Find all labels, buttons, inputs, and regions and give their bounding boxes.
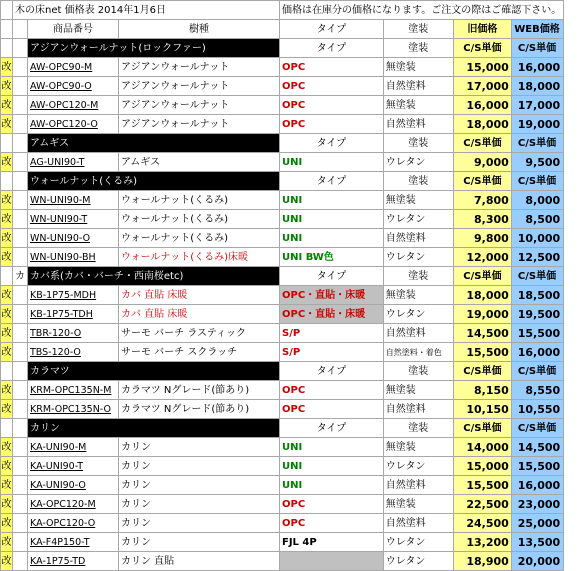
finish-type[interactable]: ウレタン xyxy=(383,305,453,324)
old-price[interactable]: 16,000 xyxy=(453,96,511,115)
web-price[interactable]: 12,500 xyxy=(511,248,563,267)
col-b-cell[interactable] xyxy=(13,438,28,457)
old-price[interactable]: 12,000 xyxy=(453,248,511,267)
finish-label[interactable]: 塗装 xyxy=(383,172,453,191)
species-name[interactable]: カリン 直貼 xyxy=(119,552,280,571)
unit-price-label[interactable]: C/S単価 xyxy=(453,362,511,381)
old-price[interactable]: 18,000 xyxy=(453,115,511,134)
col-header-old-price[interactable]: 旧価格 xyxy=(453,20,511,39)
col-b-cell[interactable] xyxy=(13,419,28,438)
web-price[interactable]: 8,000 xyxy=(511,191,563,210)
species-name[interactable]: ウォールナット(くるみ) xyxy=(119,210,280,229)
col-b-cell[interactable] xyxy=(13,400,28,419)
finish-label[interactable]: 塗装 xyxy=(383,39,453,58)
product-type[interactable]: OPC xyxy=(280,495,384,514)
old-price[interactable]: 18,900 xyxy=(453,552,511,571)
finish-type[interactable]: 無塗装 xyxy=(383,381,453,400)
empty-cell[interactable] xyxy=(13,20,28,39)
product-row xyxy=(1,191,564,210)
product-row xyxy=(1,400,564,419)
product-type[interactable]: OPC xyxy=(280,58,384,77)
col-b-cell[interactable] xyxy=(13,229,28,248)
type-label[interactable]: タイプ xyxy=(280,419,384,438)
product-type[interactable]: UNI xyxy=(280,476,384,495)
web-price[interactable]: 10,550 xyxy=(511,400,563,419)
finish-type[interactable]: ウレタン xyxy=(383,457,453,476)
revision-mark[interactable]: 改 xyxy=(1,400,13,419)
col-b-cell[interactable] xyxy=(13,362,28,381)
web-price[interactable]: 14,500 xyxy=(511,438,563,457)
old-price[interactable]: 14,000 xyxy=(453,438,511,457)
revision-mark[interactable]: 改 xyxy=(1,343,13,362)
product-code-link[interactable]: KA-OPC120-M xyxy=(28,495,119,514)
revision-mark[interactable]: 改 xyxy=(1,58,13,77)
species-name[interactable]: アジアンウォールナット xyxy=(119,58,280,77)
col-b-cell[interactable] xyxy=(13,514,28,533)
old-price[interactable]: 17,000 xyxy=(453,77,511,96)
species-name[interactable]: カリン xyxy=(119,457,280,476)
unit-price-label[interactable]: C/S単価 xyxy=(453,172,511,191)
product-type[interactable]: UNI xyxy=(280,229,384,248)
species-name[interactable]: ウォールナット(くるみ) xyxy=(119,191,280,210)
web-price[interactable]: 18,000 xyxy=(511,77,563,96)
species-name[interactable]: カリン xyxy=(119,514,280,533)
finish-type[interactable]: 無塗装 xyxy=(383,96,453,115)
species-name[interactable]: カラマツ Nグレード(節あり) xyxy=(119,400,280,419)
col-header-name[interactable]: 樹種 xyxy=(119,20,280,39)
species-name[interactable]: カバ 直貼 床暖 xyxy=(119,305,280,324)
product-code-link[interactable]: KA-UNI90-O xyxy=(28,476,119,495)
revision-mark[interactable]: 改 xyxy=(1,495,13,514)
col-b-cell[interactable] xyxy=(13,286,28,305)
web-price[interactable]: 8,550 xyxy=(511,381,563,400)
species-name[interactable]: ウォールナット(くるみ) xyxy=(119,229,280,248)
unit-price-label[interactable]: C/S単価 xyxy=(511,172,563,191)
col-b-cell[interactable] xyxy=(13,39,28,58)
product-code-link[interactable]: KA-UNI90-T xyxy=(28,457,119,476)
revision-mark[interactable]: 改 xyxy=(1,96,13,115)
old-price[interactable]: 18,000 xyxy=(453,286,511,305)
product-row xyxy=(1,457,564,476)
web-price[interactable]: 15,500 xyxy=(511,457,563,476)
product-row xyxy=(1,552,564,571)
finish-type[interactable]: ウレタン xyxy=(383,248,453,267)
revision-mark[interactable]: 改 xyxy=(1,381,13,400)
revision-mark[interactable]: 改 xyxy=(1,191,13,210)
mark-cell[interactable] xyxy=(1,419,13,438)
species-name[interactable]: カリン xyxy=(119,533,280,552)
web-price[interactable]: 19,000 xyxy=(511,115,563,134)
old-price[interactable]: 15,000 xyxy=(453,457,511,476)
species-name[interactable]: サーモ バーチ ラスティック xyxy=(119,324,280,343)
species-name[interactable]: カリン xyxy=(119,438,280,457)
type-label[interactable]: タイプ xyxy=(280,362,384,381)
col-b-cell[interactable] xyxy=(13,210,28,229)
empty-cell[interactable] xyxy=(1,20,13,39)
product-code-link[interactable]: AG-UNI90-T xyxy=(28,153,119,172)
mark-cell[interactable] xyxy=(1,267,13,286)
web-price[interactable]: 18,500 xyxy=(511,286,563,305)
section-header-row xyxy=(1,134,564,153)
product-row xyxy=(1,514,564,533)
web-price[interactable]: 25,000 xyxy=(511,514,563,533)
web-price[interactable]: 23,000 xyxy=(511,495,563,514)
finish-type[interactable]: 無塗装 xyxy=(383,191,453,210)
product-code-link[interactable]: KB-1P75-MDH xyxy=(28,286,119,305)
finish-type[interactable]: 自然塗料 xyxy=(383,115,453,134)
product-code-link[interactable]: TBR-120-O xyxy=(28,324,119,343)
finish-label[interactable]: 塗装 xyxy=(383,134,453,153)
old-price[interactable]: 19,000 xyxy=(453,305,511,324)
product-row xyxy=(1,305,564,324)
product-type[interactable]: OPC xyxy=(280,400,384,419)
unit-price-label[interactable]: C/S単価 xyxy=(453,267,511,286)
old-price[interactable]: 9,800 xyxy=(453,229,511,248)
product-type[interactable]: OPC・直貼・床暖 xyxy=(280,286,384,305)
finish-type[interactable]: 自然塗料 xyxy=(383,77,453,96)
web-price[interactable]: 9,500 xyxy=(511,153,563,172)
species-name[interactable]: カリン xyxy=(119,476,280,495)
col-b-cell[interactable] xyxy=(13,134,28,153)
product-type[interactable]: OPC xyxy=(280,115,384,134)
col-header-code[interactable]: 商品番号 xyxy=(28,20,119,39)
section-title[interactable]: カラマツ xyxy=(28,362,280,381)
mark-cell[interactable] xyxy=(1,39,13,58)
web-price[interactable]: 17,000 xyxy=(511,96,563,115)
species-name[interactable]: カリン xyxy=(119,495,280,514)
product-row xyxy=(1,115,564,134)
species-name[interactable]: カラマツ Nグレード(節あり) xyxy=(119,381,280,400)
product-row xyxy=(1,381,564,400)
product-code-link[interactable]: TBS-120-O xyxy=(28,343,119,362)
finish-label[interactable]: 塗装 xyxy=(383,419,453,438)
col-b-cell[interactable] xyxy=(13,495,28,514)
notice-text[interactable]: 価格は在庫分の価格になります。ご注文の際はご確認下さい。 xyxy=(280,1,564,20)
col-b-cell[interactable] xyxy=(13,533,28,552)
type-label[interactable]: タイプ xyxy=(280,172,384,191)
product-row xyxy=(1,476,564,495)
finish-type[interactable]: 自然塗料・着色 xyxy=(383,343,453,362)
web-price[interactable]: 10,000 xyxy=(511,229,563,248)
unit-price-label[interactable]: C/S単価 xyxy=(453,134,511,153)
product-type[interactable]: UNI BW色 xyxy=(280,248,384,267)
col-b-cell[interactable] xyxy=(13,58,28,77)
product-row xyxy=(1,248,564,267)
finish-type[interactable]: ウレタン xyxy=(383,153,453,172)
col-b-cell[interactable] xyxy=(13,172,28,191)
revision-mark[interactable]: 改 xyxy=(1,229,13,248)
product-code-link[interactable]: AW-OPC90-M xyxy=(28,58,119,77)
product-row xyxy=(1,343,564,362)
product-code-link[interactable]: KRM-OPC135N-O xyxy=(28,400,119,419)
product-row xyxy=(1,495,564,514)
col-b-cell[interactable] xyxy=(13,305,28,324)
revision-mark[interactable]: 改 xyxy=(1,305,13,324)
col-b-cell[interactable] xyxy=(13,115,28,134)
section-title[interactable]: アムギス xyxy=(28,134,280,153)
unit-price-label[interactable]: C/S単価 xyxy=(511,419,563,438)
col-b-cell[interactable] xyxy=(13,457,28,476)
finish-type[interactable]: 無塗装 xyxy=(383,58,453,77)
revision-mark[interactable]: 改 xyxy=(1,324,13,343)
revision-mark[interactable]: 改 xyxy=(1,210,13,229)
product-row xyxy=(1,77,564,96)
section-header-row xyxy=(1,419,564,438)
revision-mark[interactable]: 改 xyxy=(1,533,13,552)
product-row xyxy=(1,96,564,115)
species-name[interactable]: アジアンウォールナット xyxy=(119,115,280,134)
section-header-row xyxy=(1,267,564,286)
type-label[interactable]: タイプ xyxy=(280,39,384,58)
finish-label[interactable]: 塗装 xyxy=(383,362,453,381)
finish-type[interactable]: 無塗装 xyxy=(383,438,453,457)
product-code-link[interactable]: KA-OPC120-O xyxy=(28,514,119,533)
section-title[interactable]: カリン xyxy=(28,419,280,438)
type-label[interactable]: タイプ xyxy=(280,134,384,153)
finish-label[interactable]: 塗装 xyxy=(383,267,453,286)
product-row xyxy=(1,438,564,457)
unit-price-label[interactable]: C/S単価 xyxy=(453,419,511,438)
col-header-web-price[interactable]: WEB価格 xyxy=(511,20,563,39)
species-name[interactable]: アジアンウォールナット xyxy=(119,96,280,115)
product-row xyxy=(1,286,564,305)
section-title[interactable]: アジアンウォールナット(ロックファー) xyxy=(28,39,280,58)
product-type[interactable]: FJL 4P xyxy=(280,533,384,552)
finish-type[interactable]: ウレタン xyxy=(383,552,453,571)
web-price[interactable]: 16,000 xyxy=(511,476,563,495)
product-row xyxy=(1,324,564,343)
finish-type[interactable]: 自然塗料 xyxy=(383,324,453,343)
species-name[interactable]: ウォールナット(くるみ)床暖 xyxy=(119,248,280,267)
product-code-link[interactable]: WN-UNI90-O xyxy=(28,229,119,248)
finish-type[interactable]: 自然塗料 xyxy=(383,476,453,495)
mark-cell[interactable] xyxy=(1,172,13,191)
old-price[interactable]: 9,000 xyxy=(453,153,511,172)
unit-price-label[interactable]: C/S単価 xyxy=(511,267,563,286)
product-code-link[interactable]: KA-F4P150-T xyxy=(28,533,119,552)
web-price[interactable]: 16,000 xyxy=(511,58,563,77)
product-type[interactable] xyxy=(280,552,384,571)
finish-type[interactable]: 自然塗料 xyxy=(383,400,453,419)
unit-price-label[interactable]: C/S単価 xyxy=(511,39,563,58)
unit-price-label[interactable]: C/S単価 xyxy=(511,362,563,381)
finish-type[interactable]: 無塗装 xyxy=(383,495,453,514)
col-b-cell[interactable] xyxy=(13,476,28,495)
revision-mark[interactable]: 改 xyxy=(1,153,13,172)
product-row xyxy=(1,58,564,77)
web-price[interactable]: 20,000 xyxy=(511,552,563,571)
col-b-cell[interactable] xyxy=(13,343,28,362)
old-price[interactable]: 14,500 xyxy=(453,324,511,343)
revision-mark[interactable]: 改 xyxy=(1,438,13,457)
product-type[interactable]: UNI xyxy=(280,153,384,172)
unit-price-label[interactable]: C/S単価 xyxy=(511,134,563,153)
web-price[interactable]: 8,500 xyxy=(511,210,563,229)
product-type[interactable]: UNI xyxy=(280,438,384,457)
revision-mark[interactable]: 改 xyxy=(1,476,13,495)
col-b-cell[interactable] xyxy=(13,153,28,172)
section-header-row xyxy=(1,362,564,381)
finish-type[interactable]: 自然塗料 xyxy=(383,514,453,533)
web-price[interactable]: 19,500 xyxy=(511,305,563,324)
product-type[interactable]: S/P xyxy=(280,324,384,343)
section-title[interactable]: ウォールナット(くるみ) xyxy=(28,172,280,191)
product-code-link[interactable]: KB-1P75-TDH xyxy=(28,305,119,324)
species-name[interactable]: サーモ バーチ スクラッチ xyxy=(119,343,280,362)
revision-mark[interactable]: 改 xyxy=(1,457,13,476)
old-price[interactable]: 10,150 xyxy=(453,400,511,419)
product-row xyxy=(1,153,564,172)
web-price[interactable]: 13,500 xyxy=(511,533,563,552)
revision-mark[interactable]: 改 xyxy=(1,248,13,267)
product-type[interactable]: UNI xyxy=(280,457,384,476)
revision-mark[interactable]: 改 xyxy=(1,77,13,96)
section-header-row xyxy=(1,39,564,58)
column-header-row xyxy=(1,20,564,39)
product-type[interactable]: OPC xyxy=(280,96,384,115)
finish-type[interactable]: ウレタン xyxy=(383,210,453,229)
old-price[interactable]: 15,500 xyxy=(453,343,511,362)
old-price[interactable]: 8,300 xyxy=(453,210,511,229)
sheet-title[interactable]: 木の床net 価格表 2014年1月6日 xyxy=(13,1,280,20)
col-b-cell[interactable] xyxy=(13,324,28,343)
old-price[interactable]: 8,150 xyxy=(453,381,511,400)
finish-type[interactable]: ウレタン xyxy=(383,533,453,552)
product-code-link[interactable]: KRM-OPC135N-M xyxy=(28,381,119,400)
product-code-link[interactable]: AW-OPC120-M xyxy=(28,96,119,115)
product-row xyxy=(1,210,564,229)
col-b-cell[interactable] xyxy=(13,381,28,400)
mark-cell[interactable] xyxy=(1,134,13,153)
product-type[interactable]: OPC xyxy=(280,514,384,533)
species-name[interactable]: アジアンウォールナット xyxy=(119,77,280,96)
revision-mark[interactable]: 改 xyxy=(1,286,13,305)
revision-mark[interactable]: 改 xyxy=(1,514,13,533)
product-code-link[interactable]: KA-UNI90-M xyxy=(28,438,119,457)
section-title[interactable]: カバ系(カバ・バーチ・西南桜etc) xyxy=(28,267,280,286)
revision-mark[interactable]: 改 xyxy=(1,552,13,571)
species-name[interactable]: カバ 直貼 床暖 xyxy=(119,286,280,305)
product-type[interactable]: UNI xyxy=(280,191,384,210)
product-row xyxy=(1,229,564,248)
product-code-link[interactable]: AW-OPC90-O xyxy=(28,77,119,96)
species-name[interactable]: アムギス xyxy=(119,153,280,172)
mark-cell[interactable] xyxy=(1,362,13,381)
finish-type[interactable]: 自然塗料 xyxy=(383,229,453,248)
col-b-cell[interactable] xyxy=(13,552,28,571)
product-code-link[interactable]: AW-OPC120-O xyxy=(28,115,119,134)
product-type[interactable]: S/P xyxy=(280,343,384,362)
col-b-cell[interactable] xyxy=(13,248,28,267)
web-price[interactable]: 15,500 xyxy=(511,324,563,343)
web-price[interactable]: 16,000 xyxy=(511,343,563,362)
old-price[interactable]: 13,200 xyxy=(453,533,511,552)
old-price[interactable]: 7,800 xyxy=(453,191,511,210)
product-type[interactable]: OPC・直貼・床暖 xyxy=(280,305,384,324)
product-code-link[interactable]: WN-UNI90-M xyxy=(28,191,119,210)
old-price[interactable]: 15,000 xyxy=(453,58,511,77)
old-price[interactable]: 15,500 xyxy=(453,476,511,495)
col-b-cell[interactable] xyxy=(13,77,28,96)
col-header-finish[interactable]: 塗装 xyxy=(383,20,453,39)
type-label[interactable]: タイプ xyxy=(280,267,384,286)
product-code-link[interactable]: KA-1P75-TD xyxy=(28,552,119,571)
col-b-cell[interactable]: カ xyxy=(13,267,28,286)
old-price[interactable]: 22,500 xyxy=(453,495,511,514)
section-header-row xyxy=(1,172,564,191)
col-b-cell[interactable] xyxy=(13,191,28,210)
product-row xyxy=(1,533,564,552)
product-type[interactable]: UNI xyxy=(280,210,384,229)
product-code-link[interactable]: WN-UNI90-T xyxy=(28,210,119,229)
old-price[interactable]: 24,500 xyxy=(453,514,511,533)
product-type[interactable]: OPC xyxy=(280,77,384,96)
col-header-type[interactable]: タイプ xyxy=(280,20,384,39)
title-row xyxy=(1,1,564,20)
finish-type[interactable]: 無塗装 xyxy=(383,286,453,305)
product-type[interactable]: OPC xyxy=(280,381,384,400)
product-code-link[interactable]: WN-UNI90-BH xyxy=(28,248,119,267)
unit-price-label[interactable]: C/S単価 xyxy=(453,39,511,58)
revision-mark[interactable]: 改 xyxy=(1,115,13,134)
empty-cell[interactable] xyxy=(1,1,13,20)
col-b-cell[interactable] xyxy=(13,96,28,115)
